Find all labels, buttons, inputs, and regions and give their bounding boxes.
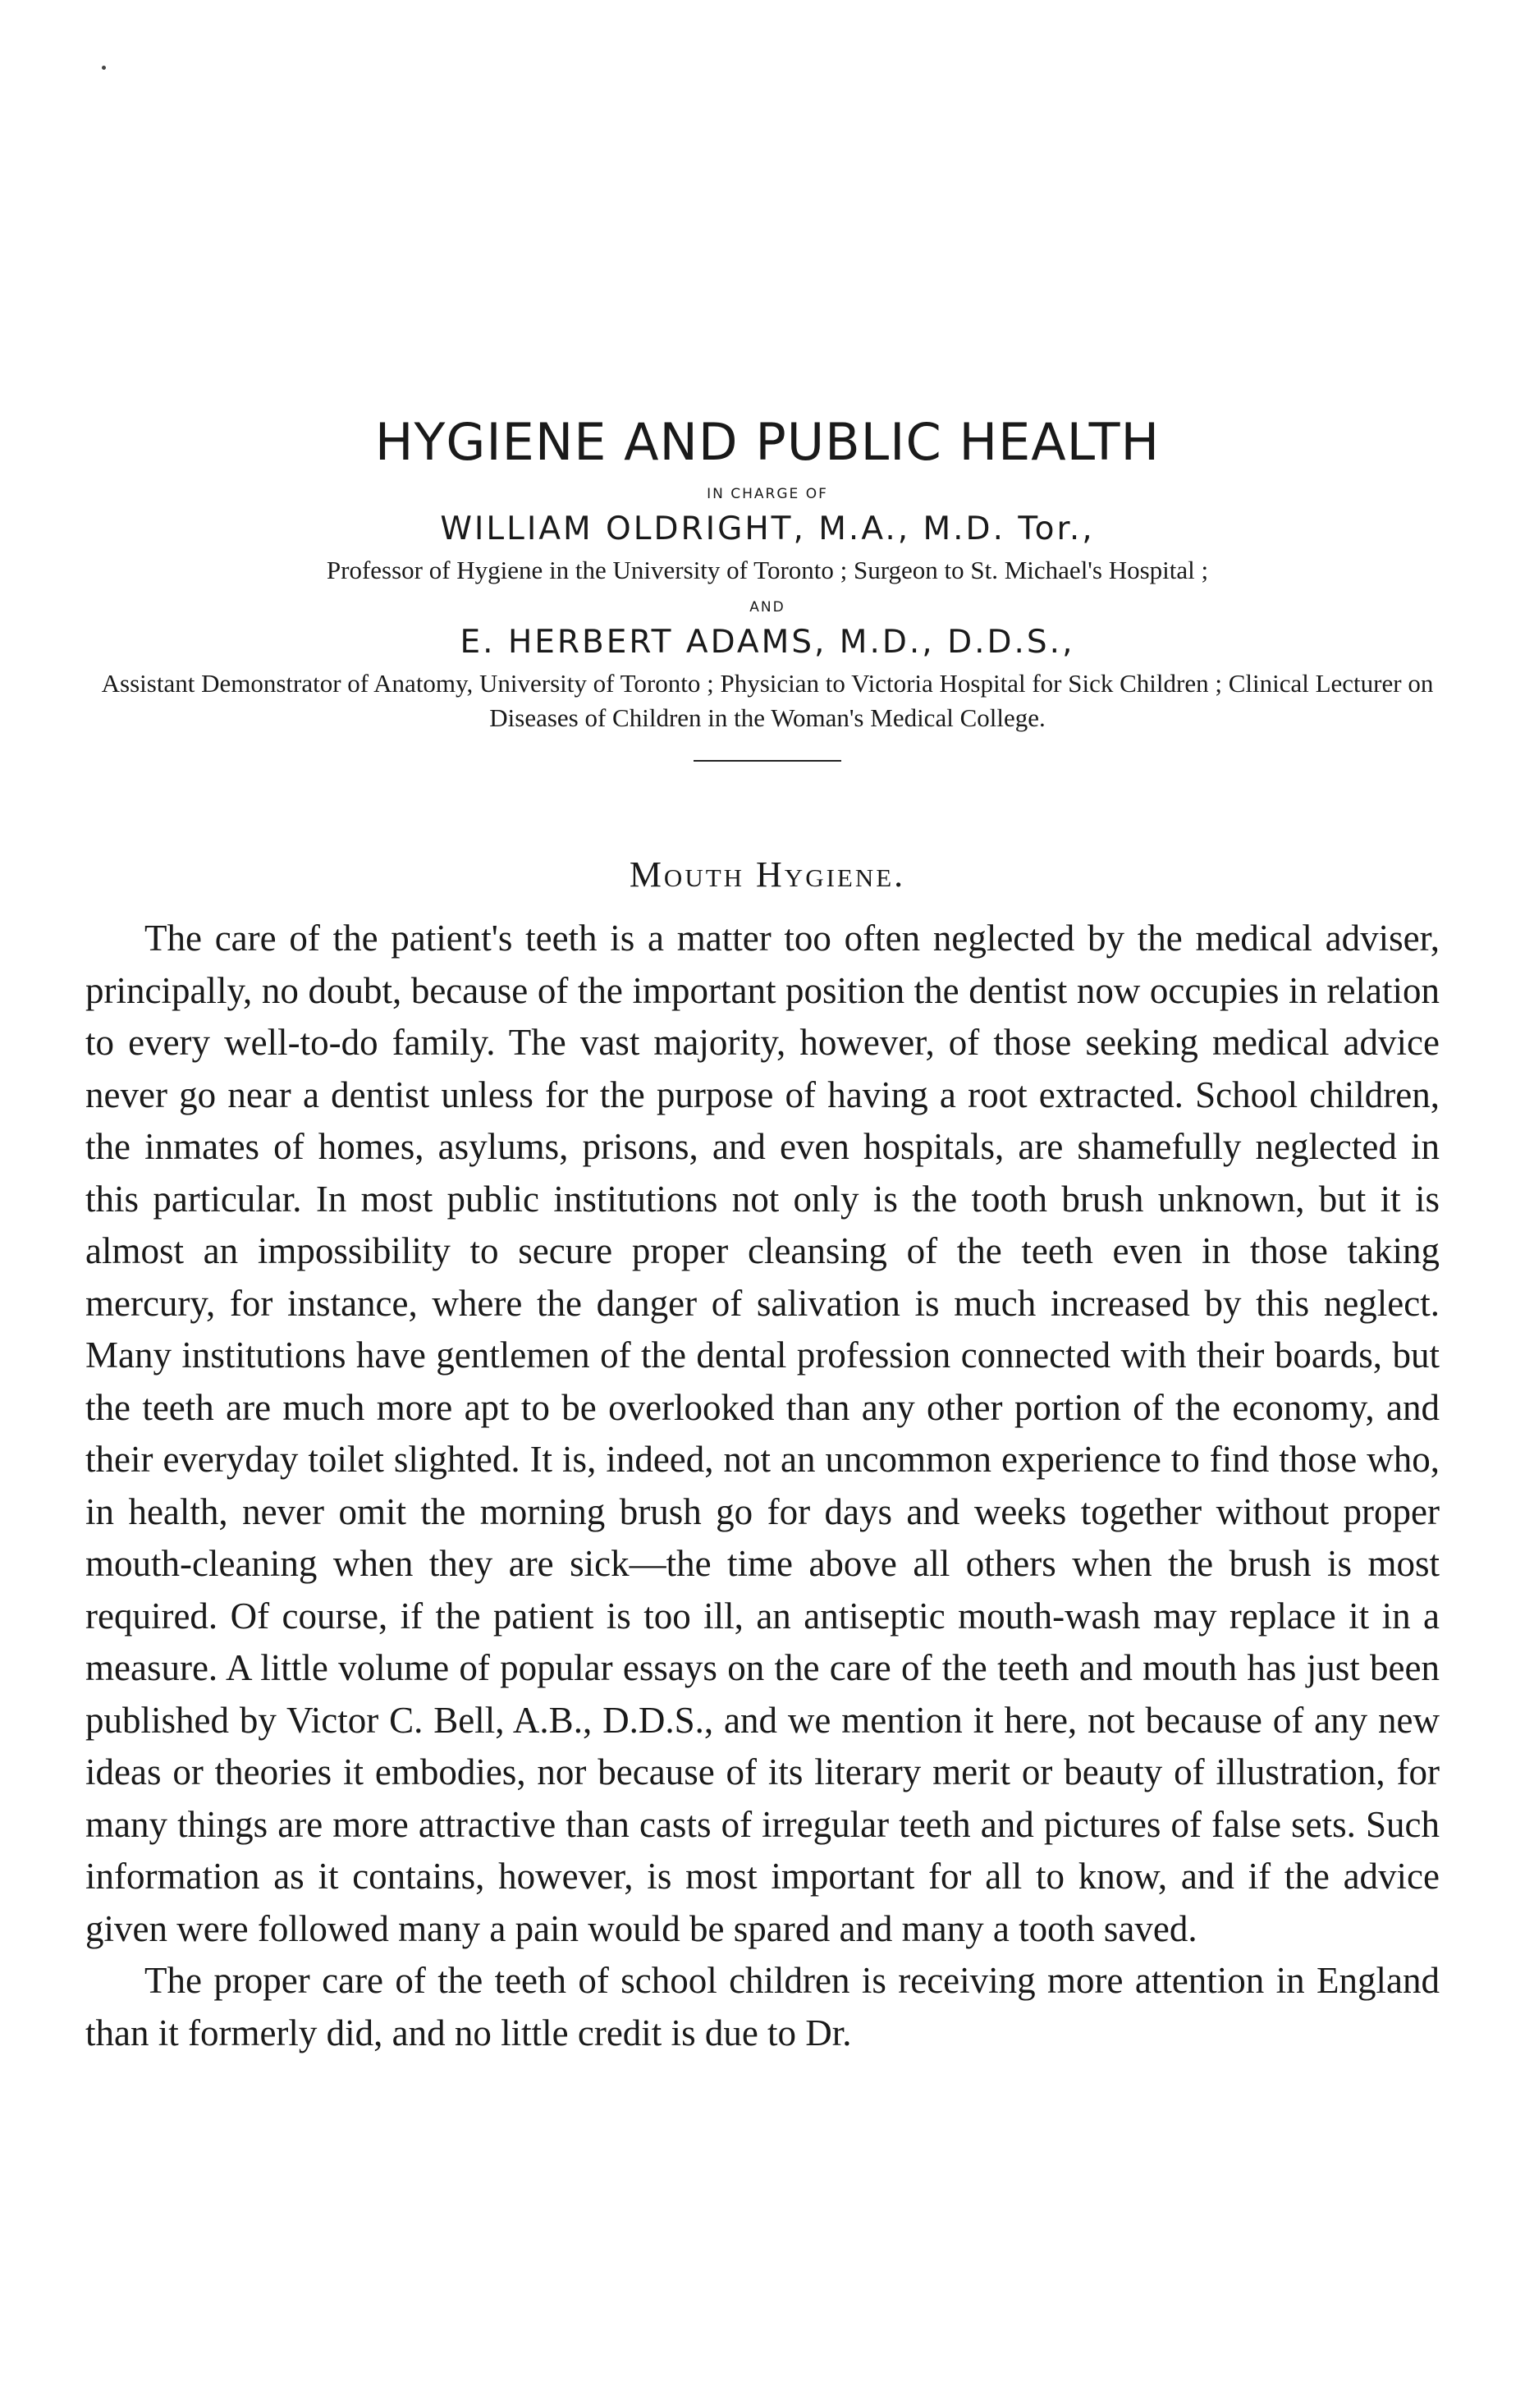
article-body [85, 913, 1440, 2059]
section-title: HYGIENE AND PUBLIC HEALTH [374, 412, 1161, 472]
ink-speck [102, 66, 106, 70]
and-label: AND [749, 599, 785, 616]
paragraph-2: The proper care of the teeth of school children is receiving more attention in England than it formerly did, and no little credit is due to Dr. [85, 1960, 1440, 2053]
paragraph-1: The care of the patient's teeth is a matter too often neglected by the medical adviser, principally, no doubt, because of the important position the dentist now occupies in relation to every well-to-do family. The vast majority, however, of those seeking medical advice never go near a dentist unless for the purpose of having a root extracted. School children, the inmates of homes, asylums, prisons, and even hospitals, are shamefully neglected in this particular. In most public institutions not only is the tooth brush unknown, but it is almost an impossibility to secure proper cleansing of the teeth even in those taking mercury, for instance, where the danger of salivation is much increased by this neglect. Many institutions have gentlemen of the dental profession connected with their boards, but the teeth are much more apt to be overlooked than any other portion of the economy, and their everyday toilet slighted. It is, indeed, not an uncommon experience to find those who, in health, never omit the morning brush go for days and weeks together without proper mouth-cleaning when they are sick—the time above all others when the brush is most required. Of course, if the patient is too ill, an antiseptic mouth-wash may replace it in a measure. A little volume of popular essays on the care of the teeth and mouth has just been published by Victor C. Bell, A.B., D.D.S., and we mention it here, not because of any new ideas or theories it embodies, nor because of its literary merit or beauty of illustration, for many things are more attractive than casts of irregular teeth and pictures of false sets. Such information as it contains, however, is most important for all to know, and if the advice given were followed many a pain would be spared and many a tooth saved. [85, 918, 1440, 1949]
section-header [66, 410, 1469, 762]
editor-1-role: Professor of Hygiene in the University of Toronto ; Surgeon to St. Michael's Hospital ; [326, 556, 1209, 584]
editor-2-role: Assistant Demonstrator of Anatomy, University of Toronto ; Physician to Victoria Hospital for Sick Children ; Clinical Lecturer on Diseases of Children in the Woman's Medical College. [101, 669, 1434, 732]
editor-1-name: WILLIAM OLDRIGHT, M.A., M.D. Tor., [440, 510, 1095, 547]
header-divider [694, 760, 841, 762]
in-charge-of-label: IN CHARGE OF [707, 486, 828, 502]
editor-2-name: E. HERBERT ADAMS, M.D., D.D.S., [460, 624, 1075, 661]
article-title: Mouth Hygiene. [629, 854, 906, 895]
